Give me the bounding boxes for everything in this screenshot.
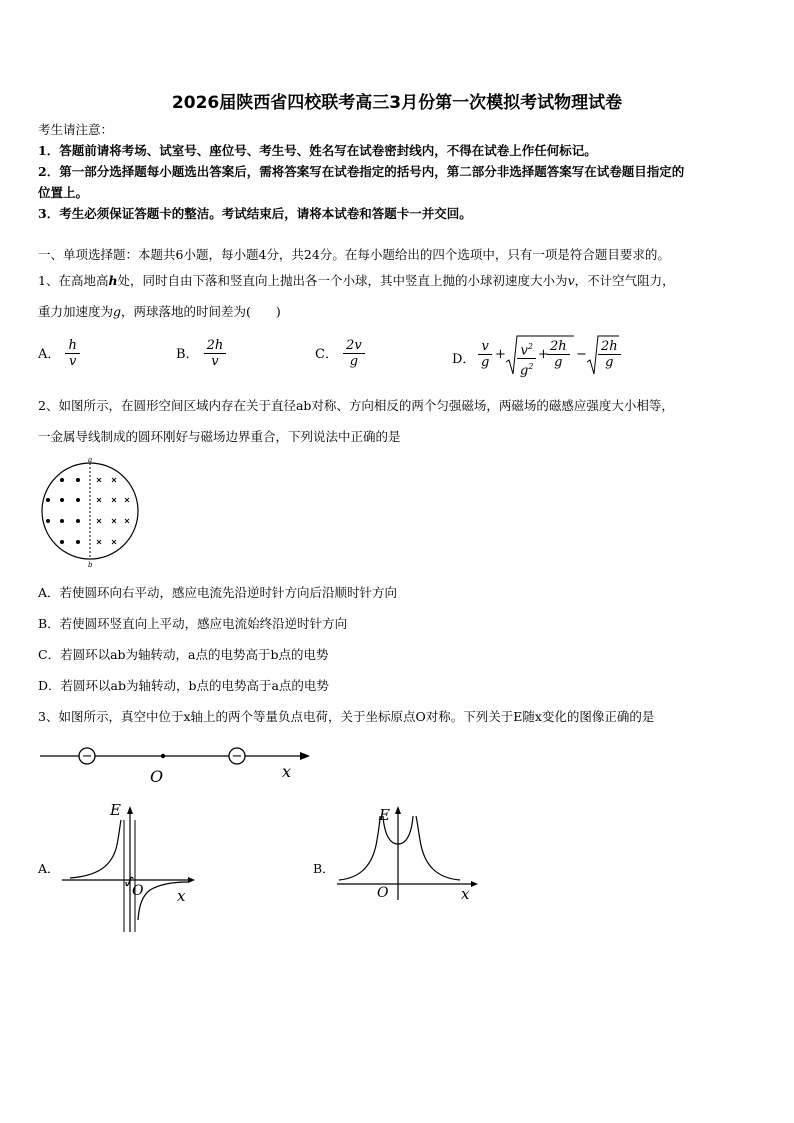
notice-item-1: 1．答题前请将考场、试室号、座位号、考生号、姓名写在试卷密封线内，不得在试卷上作任何标记。 xyxy=(38,143,597,158)
q2-stem-line1: 2、如图所示，在圆形空间区域内存在关于直径ab对称、方向相反的两个匀强磁场，两磁场的磁感应强度大小相等， xyxy=(38,398,674,413)
curve-left-branch xyxy=(339,816,380,880)
plus-sign: + xyxy=(495,347,506,362)
fraction: $\frac{2h}{g}$ xyxy=(547,339,570,370)
fraction: $\frac{v}{g}$ xyxy=(478,339,492,370)
q2-option-c: C．若圆环以ab为轴转动，a点的电势高于b点的电势 xyxy=(38,647,329,662)
curve-right-branch xyxy=(416,816,460,880)
q1-text-b: 处，同时自由下落和竖直向上抛出各一个小球，其中竖直上抛的小球初速度大小为 xyxy=(117,273,568,288)
q2-option-d: D．若圆环以ab为轴转动，b点的电势高于a点的电势 xyxy=(38,678,329,693)
notice-heading: 考生请注意： xyxy=(38,122,114,137)
q3-option-b-label: B． xyxy=(313,861,335,876)
graph-x-label: x xyxy=(177,887,186,905)
field-into-page-crosses xyxy=(97,478,129,544)
option-label: A． xyxy=(38,347,61,362)
q1-option-b xyxy=(176,338,226,369)
q1-var-g: g xyxy=(113,304,122,319)
option-label: B． xyxy=(176,347,199,362)
q1-stem-line2 xyxy=(38,302,281,320)
q1-var-h: h xyxy=(108,273,118,288)
label-b: b xyxy=(88,561,93,569)
graph-x-label: x xyxy=(461,885,470,903)
q3-option-a-label: A． xyxy=(38,861,60,876)
q2-option-a: A．若使圆环向右平动，感应电流先沿逆时针方向后沿顺时针方向 xyxy=(38,585,398,600)
graph-x-arrow xyxy=(471,881,478,887)
option-label: D． xyxy=(452,352,476,367)
q3-stem: 3、如图所示，真空中位于x轴上的两个等量负点电荷，关于坐标原点O对称。下列关于E随x变化的图像正确的是 xyxy=(38,709,655,724)
page-title: 2026届陕西省四校联考高三3月份第一次模拟考试物理试卷 xyxy=(171,93,623,113)
x-axis-arrow xyxy=(300,752,310,760)
graph-e-label: E xyxy=(379,806,390,824)
charge-sign-left: − xyxy=(81,749,93,764)
curve-left-branch xyxy=(70,820,121,878)
label-a: a xyxy=(88,456,93,464)
notice-item-3: 3．考生必须保证答题卡的整洁。考试结束后，请将本试卷和答题卡一并交回。 xyxy=(38,206,472,221)
field-out-of-page-dots xyxy=(46,478,80,544)
q2-circle-magnetic-field-figure xyxy=(36,455,146,570)
fraction: $\frac{h}{v}$ xyxy=(65,338,79,369)
q1-stem-line1 xyxy=(38,271,675,289)
q2-stem-line2: 一金属导线制成的圆环刚好与磁场边界重合，下列说法中正确的是 xyxy=(38,429,401,444)
q1-option-a xyxy=(38,338,80,369)
fraction: $\frac{2h}{v}$ xyxy=(204,338,227,369)
option-label: C． xyxy=(315,347,338,362)
q1-text-d: 重力加速度为 xyxy=(38,304,114,319)
q1-text-e: ，两球落地的时间差为( ) xyxy=(121,304,281,319)
minus-sign: − xyxy=(576,347,587,362)
q3-graph-option-b xyxy=(335,800,485,910)
q1-text-a: 1、在高地高 xyxy=(38,273,109,288)
graph-y-arrow xyxy=(127,806,133,814)
graph-x-arrow xyxy=(188,877,195,883)
fraction: $\frac{v^2}{g^2}$ xyxy=(517,339,536,379)
graph-e-label: E xyxy=(110,801,121,819)
graph-origin-label: O xyxy=(132,883,144,899)
plus-sign: + xyxy=(538,347,549,362)
q3-charges-on-axis-figure xyxy=(38,740,318,785)
q1-var-v: v xyxy=(567,273,575,288)
section-heading: 一、单项选择题：本题共6小题，每小题4分，共24分。在每小题给出的四个选项中，只有一项是符合题目要求的。 xyxy=(38,247,670,262)
fraction: $\frac{2v}{g}$ xyxy=(343,338,365,369)
notice-item-2-cont: 位置上。 xyxy=(38,185,89,200)
origin-label: O xyxy=(150,767,164,785)
charge-sign-right: − xyxy=(231,749,243,764)
q2-option-b: B．若使圆环竖直向上平动，感应电流始终沿逆时针方向 xyxy=(38,616,348,631)
fraction: $\frac{2h}{g}$ xyxy=(598,339,621,370)
graph-origin-label: O xyxy=(377,885,389,901)
q3-graph-option-a xyxy=(60,800,200,935)
q1-text-c: ，不计空气阻力， xyxy=(574,273,675,288)
origin-point xyxy=(161,754,165,758)
x-axis-label: x xyxy=(282,762,292,781)
q1-option-c xyxy=(315,338,365,369)
graph-y-arrow xyxy=(395,806,401,814)
notice-item-2: 2．第一部分选择题每小题选出答案后，需将答案写在试卷指定的括号内，第二部分非选择题答案写在试卷题目指定的 xyxy=(38,164,685,179)
